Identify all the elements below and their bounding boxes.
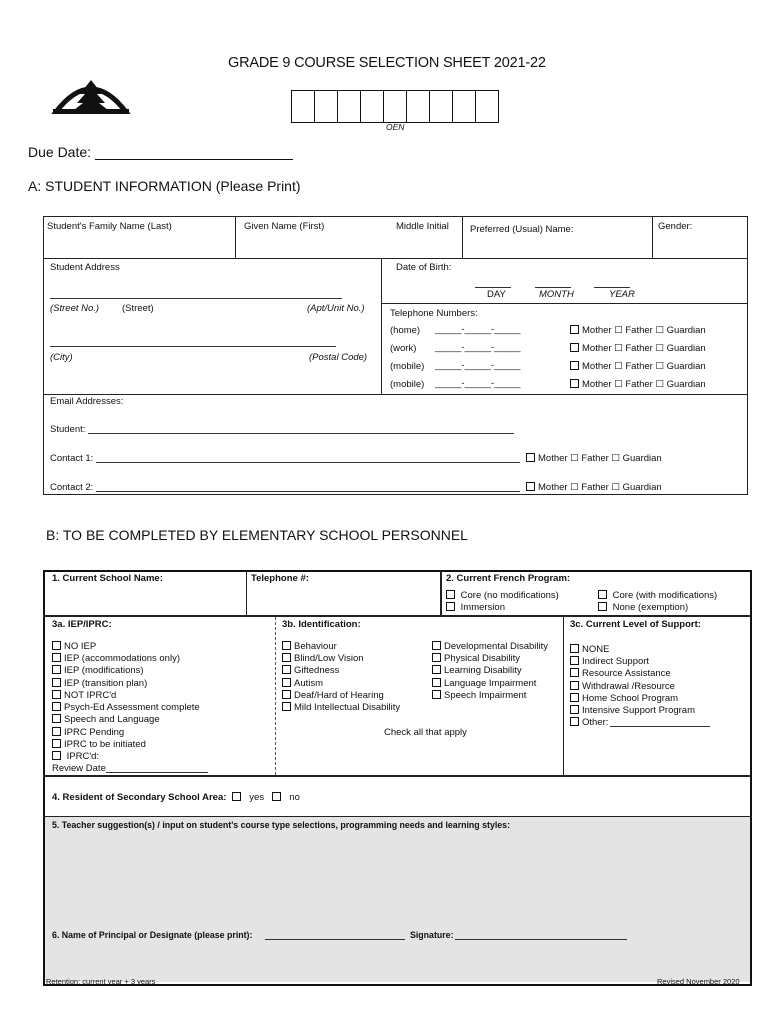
- identification-option[interactable]: Language Impairment: [432, 678, 536, 689]
- resident-no[interactable]: no: [272, 792, 300, 803]
- phone-type: (mobile): [390, 361, 425, 372]
- checkbox-icon: [52, 665, 61, 674]
- review-date-label: Review Date: [52, 763, 106, 774]
- checkbox-icon: [432, 641, 441, 650]
- resident-yes[interactable]: yes: [232, 792, 264, 803]
- checkbox-icon: [52, 751, 61, 760]
- student-email-field[interactable]: [88, 433, 514, 434]
- checkbox-icon: [570, 644, 579, 653]
- year-label: YEAR: [609, 289, 635, 300]
- contact2-label: Contact 2:: [50, 482, 94, 493]
- checkbox-icon: [570, 379, 579, 388]
- contact1-label: Contact 1:: [50, 453, 94, 464]
- check-all-note: Check all that apply: [384, 727, 467, 738]
- checkbox-icon: [52, 727, 61, 736]
- gender-label: Gender:: [658, 221, 693, 232]
- school-telephone-label: Telephone #:: [251, 573, 309, 584]
- phone-type: (home): [390, 325, 421, 336]
- french-option[interactable]: Core (with modifications): [598, 590, 717, 601]
- identification-option[interactable]: Giftedness: [282, 665, 339, 676]
- resident-label: 4. Resident of Secondary School Area:: [52, 792, 227, 803]
- phone-field[interactable]: _____-_____-_____: [435, 342, 521, 353]
- checkbox-icon: [52, 641, 61, 650]
- checkbox-icon: [526, 453, 535, 462]
- iep-option[interactable]: Speech and Language: [52, 714, 160, 725]
- checkbox-icon: [570, 668, 579, 677]
- support-title: 3c. Current Level of Support:: [570, 619, 701, 630]
- dob-month-field[interactable]: [535, 287, 571, 288]
- teacher-input-label: 5. Teacher suggestion(s) / input on student's course type selections, programming needs and learning styles:: [52, 820, 510, 830]
- phone-field[interactable]: _____-_____-_____: [435, 378, 521, 389]
- principal-name-field[interactable]: [265, 939, 405, 940]
- contact1-relation[interactable]: Mother ☐ Father ☐ Guardian: [526, 453, 662, 464]
- dob-year-field[interactable]: [594, 287, 630, 288]
- preferred-name-label: Preferred (Usual) Name:: [470, 224, 574, 235]
- checkbox-icon: [432, 678, 441, 687]
- dob-day-field[interactable]: [475, 287, 511, 288]
- support-option[interactable]: Withdrawal /Resource: [570, 681, 675, 692]
- checkbox-icon: [52, 678, 61, 687]
- support-option[interactable]: Intensive Support Program: [570, 705, 695, 716]
- phone-relation[interactable]: Mother ☐ Father ☐ Guardian: [570, 325, 706, 336]
- revised-note: Revised November 2020: [657, 977, 740, 986]
- french-program-label: 2. Current French Program:: [446, 573, 571, 584]
- checkbox-icon: [52, 702, 61, 711]
- iep-option[interactable]: NOT IPRC'd: [52, 690, 116, 701]
- phone-type: (mobile): [390, 379, 425, 390]
- street-label: (Street): [122, 303, 154, 314]
- checkbox-icon: [570, 656, 579, 665]
- signature-label: Signature:: [410, 930, 454, 940]
- given-name-label: Given Name (First): [244, 221, 325, 232]
- checkbox-icon: [282, 641, 291, 650]
- support-option[interactable]: Resource Assistance: [570, 668, 671, 679]
- identification-option[interactable]: Speech Impairment: [432, 690, 526, 701]
- iep-option[interactable]: IEP (transition plan): [52, 678, 147, 689]
- current-school-label: 1. Current School Name:: [52, 573, 163, 584]
- checkbox-icon: [282, 653, 291, 662]
- postal-code-label: (Postal Code): [309, 352, 368, 363]
- french-option[interactable]: Core (no modifications): [446, 590, 559, 601]
- review-date-field[interactable]: [106, 772, 208, 773]
- telephone-label: Telephone Numbers:: [390, 308, 478, 319]
- teacher-input-area[interactable]: [50, 834, 740, 924]
- checkbox-icon: [272, 792, 281, 801]
- identification-option[interactable]: Behaviour: [282, 641, 337, 652]
- checkbox-icon: [598, 590, 607, 599]
- checkbox-icon: [282, 678, 291, 687]
- checkbox-icon: [526, 482, 535, 491]
- support-option[interactable]: NONE: [570, 644, 609, 655]
- iep-option[interactable]: IEP (modifications): [52, 665, 144, 676]
- student-email-label: Student:: [50, 424, 86, 435]
- identification-option[interactable]: Physical Disability: [432, 653, 520, 664]
- signature-field[interactable]: [455, 939, 627, 940]
- identification-option[interactable]: Blind/Low Vision: [282, 653, 364, 664]
- email-label: Email Addresses:: [50, 396, 124, 407]
- phone-relation[interactable]: Mother ☐ Father ☐ Guardian: [570, 379, 706, 390]
- iep-option[interactable]: IPRC Pending: [52, 727, 124, 738]
- identification-option[interactable]: Autism: [282, 678, 323, 689]
- checkbox-icon: [52, 690, 61, 699]
- checkbox-icon: [232, 792, 241, 801]
- checkbox-icon: [52, 739, 61, 748]
- month-label: MONTH: [539, 289, 574, 300]
- checkbox-icon: [282, 690, 291, 699]
- day-label: DAY: [487, 289, 506, 300]
- checkbox-icon: [432, 690, 441, 699]
- middle-initial-label: Middle Initial: [396, 221, 449, 232]
- support-option[interactable]: Other:: [570, 717, 608, 728]
- contact2-field[interactable]: [96, 491, 520, 492]
- checkbox-icon: [570, 693, 579, 702]
- iep-title: 3a. IEP/IPRC:: [52, 619, 112, 630]
- oen-label: OEN: [386, 122, 405, 132]
- principal-name-label: 6. Name of Principal or Designate (please print):: [52, 930, 253, 940]
- dob-label: Date of Birth:: [396, 262, 452, 273]
- checkbox-icon: [570, 361, 579, 370]
- apt-label: (Apt/Unit No.): [307, 303, 365, 314]
- street-no-label: (Street No.): [50, 303, 100, 314]
- support-option[interactable]: Home School Program: [570, 693, 678, 704]
- checkbox-icon: [570, 343, 579, 352]
- school-logo: [50, 72, 132, 114]
- street-field[interactable]: [50, 298, 342, 299]
- support-other-field[interactable]: [610, 726, 710, 727]
- french-option[interactable]: Immersion: [446, 602, 505, 613]
- checkbox-icon: [446, 602, 455, 611]
- checkbox-icon: [432, 665, 441, 674]
- section-a-heading: A: STUDENT INFORMATION (Please Print): [28, 178, 301, 194]
- checkbox-icon: [570, 717, 579, 726]
- checkbox-icon: [570, 325, 579, 334]
- checkbox-icon: [52, 653, 61, 662]
- phone-field[interactable]: _____-_____-_____: [435, 360, 521, 371]
- iep-option[interactable]: IPRC'd:: [52, 751, 99, 762]
- phone-type: (work): [390, 343, 417, 354]
- city-label: (City): [50, 352, 73, 363]
- checkbox-icon: [570, 705, 579, 714]
- checkbox-icon: [446, 590, 455, 599]
- checkbox-icon: [52, 714, 61, 723]
- checkbox-icon: [282, 702, 291, 711]
- checkbox-icon: [598, 602, 607, 611]
- form-title: GRADE 9 COURSE SELECTION SHEET 2021-22: [228, 55, 546, 71]
- phone-relation[interactable]: Mother ☐ Father ☐ Guardian: [570, 343, 706, 354]
- phone-relation[interactable]: Mother ☐ Father ☐ Guardian: [570, 361, 706, 372]
- french-option[interactable]: None (exemption): [598, 602, 688, 613]
- checkbox-icon: [570, 681, 579, 690]
- iep-option[interactable]: NO IEP: [52, 641, 96, 652]
- support-option[interactable]: Indirect Support: [570, 656, 649, 667]
- checkbox-icon: [282, 665, 291, 674]
- identification-option[interactable]: Deaf/Hard of Hearing: [282, 690, 384, 701]
- iep-option[interactable]: IEP (accommodations only): [52, 653, 180, 664]
- section-b-heading: B: TO BE COMPLETED BY ELEMENTARY SCHOOL PERSONNEL: [46, 527, 468, 543]
- identification-option[interactable]: Learning Disability: [432, 665, 522, 676]
- checkbox-icon: [432, 653, 441, 662]
- identification-option[interactable]: Mild Intellectual Disability: [282, 702, 400, 713]
- oen-input-boxes[interactable]: [291, 90, 499, 123]
- identification-option[interactable]: Developmental Disability: [432, 641, 548, 652]
- phone-field[interactable]: _____-_____-_____: [435, 324, 521, 335]
- contact2-relation[interactable]: Mother ☐ Father ☐ Guardian: [526, 482, 662, 493]
- identification-title: 3b. Identification:: [282, 619, 361, 630]
- family-name-label: Student's Family Name (Last): [47, 221, 172, 232]
- city-field[interactable]: [50, 346, 336, 347]
- due-date-label: Due Date:: [28, 144, 92, 160]
- address-label: Student Address: [50, 262, 120, 273]
- iep-option[interactable]: IPRC to be initiated: [52, 739, 146, 750]
- retention-note: Retention: current year + 3 years: [46, 977, 156, 986]
- iep-option[interactable]: Psych-Ed Assessment complete: [52, 702, 200, 713]
- due-date-field[interactable]: [95, 159, 293, 160]
- contact1-field[interactable]: [96, 462, 520, 463]
